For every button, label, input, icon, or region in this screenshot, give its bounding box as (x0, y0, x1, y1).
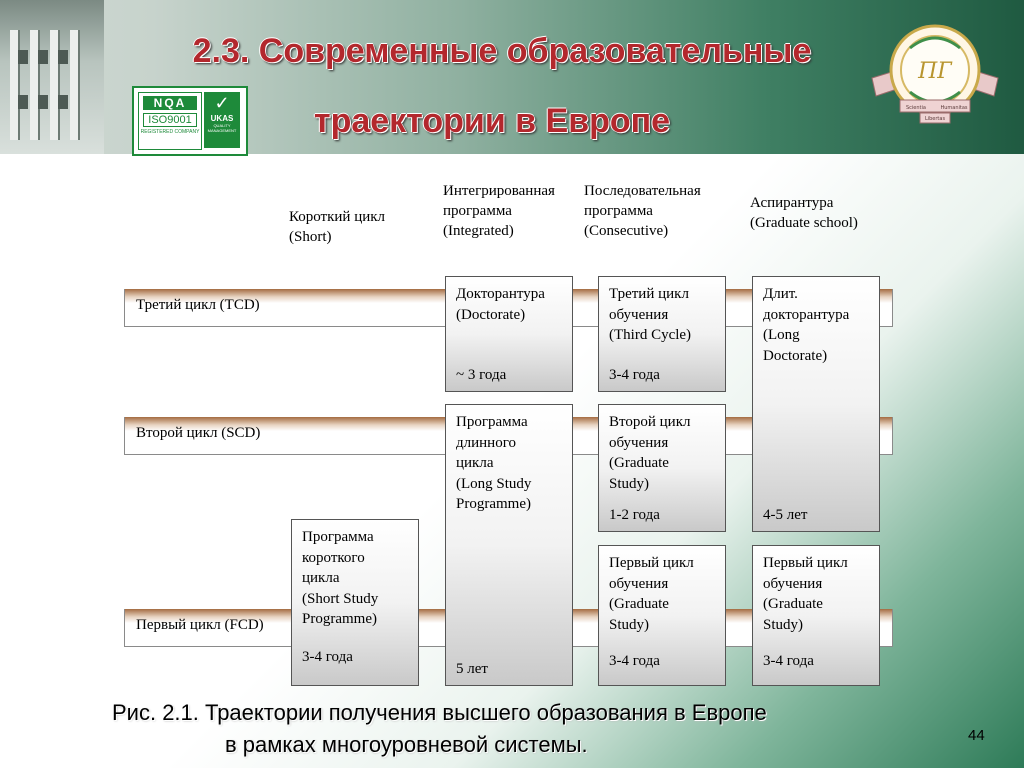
box-line: Первый цикл (609, 555, 694, 571)
box-duration: 1-2 года (609, 506, 660, 523)
column-header-line: Интегрированная (443, 183, 555, 199)
box-line: (Graduate (763, 596, 823, 612)
box-line: докторантура (763, 306, 850, 323)
column-header-line: (Graduate school) (750, 215, 858, 231)
box-line: длинного (456, 434, 516, 451)
box-duration: ~ 3 года (456, 366, 507, 383)
box-line: короткого (302, 549, 365, 566)
box-line: Study) (763, 616, 804, 633)
column-header-line: Короткий цикл (289, 209, 386, 225)
box-long-doctorate (752, 276, 880, 532)
emblem-ribbon-bottom: Libertas (924, 116, 946, 122)
registered-company-text: REGISTERED COMPANY (140, 129, 200, 135)
box-line: цикла (456, 455, 494, 471)
box-first-cycle-graduate (752, 545, 880, 686)
ukas-subtext: QUALITY MANAGEMENT (207, 123, 237, 133)
box-doctorate (445, 276, 573, 392)
box-line: (Graduate (609, 455, 669, 471)
box-line: обучения (763, 575, 823, 592)
box-line: Докторантура (456, 286, 545, 302)
column-header-line: программа (584, 203, 653, 219)
box-line: Doctorate) (763, 347, 828, 364)
cycle-label-third: Третий цикл (TCD) (136, 297, 260, 313)
box-line: (Doctorate) (456, 306, 526, 323)
page-number: 44 (968, 727, 985, 744)
box-line: Programme) (456, 496, 531, 512)
box-duration: 4-5 лет (763, 506, 808, 523)
cycle-label-second: Второй цикл (SCD) (136, 425, 261, 441)
box-line: обучения (609, 434, 669, 451)
column-header-graduate-school (750, 193, 858, 233)
page-title-line2: траектории в Европе (313, 102, 671, 140)
box-line: (Graduate (609, 596, 669, 612)
figure-caption-line2: в рамках многоуровневой системы. (225, 732, 588, 757)
box-short-programme (291, 519, 419, 686)
box-duration: 3-4 года (609, 652, 660, 669)
box-duration: 5 лет (456, 660, 488, 677)
emblem-ribbon-right: Humanitas (940, 105, 968, 111)
column-header-integrated (443, 181, 555, 241)
box-second-cycle (598, 404, 726, 532)
box-line: Длит. (763, 286, 798, 302)
box-line: Study) (609, 616, 650, 633)
box-line: Study) (609, 475, 650, 492)
box-line: Первый цикл (763, 555, 848, 571)
figure-caption-line1: Рис. 2.1. Траектории получения высшего образования в Европе (112, 700, 767, 725)
column-header-consecutive (584, 181, 701, 241)
column-header-line: Последовательная (584, 183, 701, 199)
box-line: Programme) (302, 611, 377, 627)
column-header-line: (Short) (289, 229, 332, 245)
box-long-programme (445, 404, 573, 686)
box-line: (Long Study (456, 475, 532, 492)
ukas-mark: UKAS (210, 114, 234, 123)
box-line: Программа (456, 414, 528, 430)
column-header-line: программа (443, 203, 512, 219)
emblem-monogram: ПГ (918, 59, 952, 84)
box-line: обучения (609, 306, 669, 323)
box-line: обучения (609, 575, 669, 592)
box-duration: 3-4 года (763, 652, 814, 669)
box-line: (Short Study (302, 590, 379, 607)
box-line: Программа (302, 529, 374, 545)
column-header-short (289, 207, 385, 247)
column-header-line: (Integrated) (443, 223, 514, 239)
box-first-cycle-consecutive (598, 545, 726, 686)
nqa-mark: NQA (143, 96, 197, 110)
university-emblem (870, 18, 1000, 126)
box-line: цикла (302, 570, 340, 586)
box-third-cycle (598, 276, 726, 392)
checkmark-icon: ✓ (214, 93, 230, 113)
iso-standard: ISO9001 (143, 113, 197, 127)
column-header-line: (Consecutive) (584, 223, 669, 239)
page-title-line1: 2.3. Современные образовательные (192, 32, 812, 70)
box-duration: 3-4 года (609, 366, 660, 383)
emblem-ribbon-left: Scientia (906, 105, 926, 111)
cycle-label-first: Первый цикл (FCD) (136, 617, 264, 633)
box-duration: 3-4 года (302, 648, 353, 665)
box-line: (Third Cycle) (609, 327, 692, 343)
box-line: Второй цикл (609, 414, 691, 430)
box-line: (Long (763, 327, 800, 343)
box-line: Третий цикл (609, 286, 689, 302)
column-header-line: Аспирантура (750, 195, 834, 211)
